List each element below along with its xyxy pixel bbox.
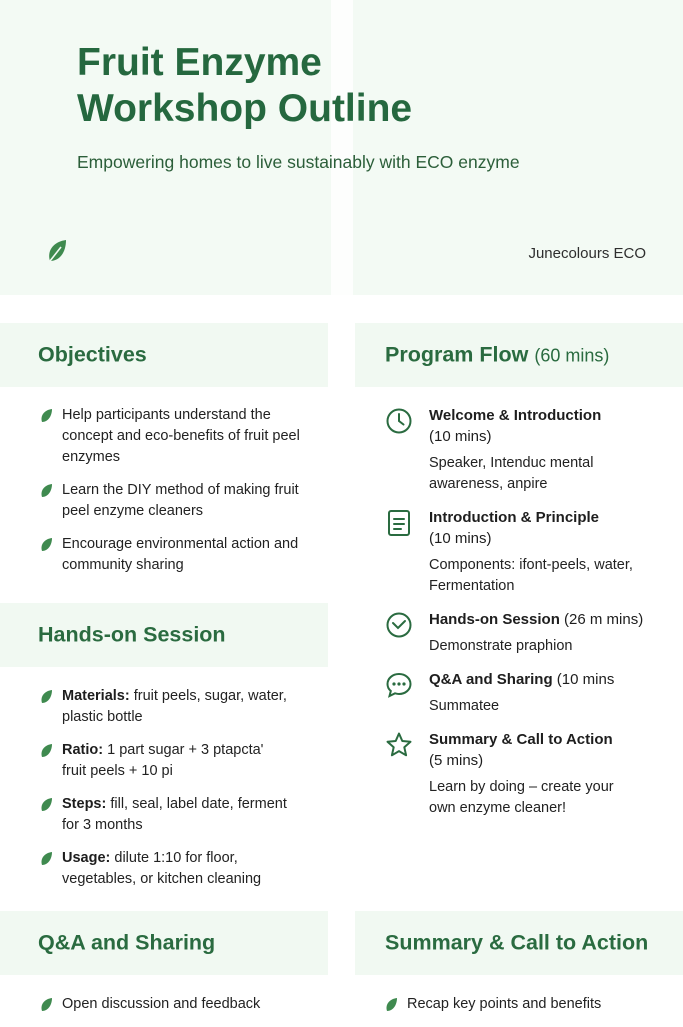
list-item [40,534,305,576]
program-flow-title-text: Program Flow [385,342,529,367]
list-item [40,405,305,468]
flow-item-welcome [385,405,670,495]
page-title [77,40,597,132]
leaf-bullet-icon [40,689,53,704]
flow-item-desc: Demonstrate praphion [429,638,573,654]
leaf-bullet-icon [385,997,398,1012]
hands-on-header [0,603,328,667]
document-icon [385,509,413,537]
hands-on-icon [385,611,413,639]
materials-label: Materials: [62,688,130,704]
flow-item-duration: (5 mins) [429,752,484,769]
flow-item-desc: Summatee [429,698,500,714]
ratio-label: Ratio: [62,742,104,758]
list-item [385,994,670,1015]
materials-text: fruit peels, sugar, water, plastic bottle [62,688,287,725]
summary-header [355,911,683,975]
flow-item-title-text: Welcome & Introduction [429,407,602,424]
steps-label: Steps: [62,796,107,812]
chat-bubble-icon [385,671,413,699]
flow-item-duration: (10 mins) [429,530,492,547]
flow-item-title [429,609,670,630]
leaf-bullet-icon [40,537,53,552]
flow-item-title [429,729,670,771]
flow-item-title-text: Q&A and Sharing [429,671,553,688]
objectives-header [0,323,328,387]
flow-item-title-text: Hands-on Session [429,611,560,628]
program-flow-duration: (60 mins) [534,345,610,366]
usage-text: dilute 1:10 for floor, vegetables, or kitchen cleaning [62,850,262,887]
page-subtitle: Empowering homes to live sustainably with ECO enzyme [77,152,520,172]
clock-icon [385,407,413,435]
leaf-bullet-icon [40,408,53,423]
leaf-icon [46,238,68,264]
list-item [40,794,290,836]
flow-item-desc: Learn by doing – create your own enzyme cleaner! [429,779,614,816]
objectives-list [40,405,305,588]
objective-text: Learn the DIY method of making fruit peel enzyme cleaners [62,482,299,519]
usage-label: Usage: [62,850,111,866]
flow-item-title-text: Summary & Call to Action [429,731,613,748]
flow-item-desc: Components: ifont-peels, water, Fermentation [429,557,633,594]
summary-list [385,994,670,1027]
list-item [40,480,305,522]
list-item [40,848,290,890]
page-title-line2: Workshop Outline [77,87,413,130]
flow-item-hands-on [385,609,670,657]
star-icon [385,731,413,759]
leaf-bullet-icon [40,483,53,498]
flow-item-title [429,507,670,549]
hands-on-title: Hands-on Session [38,622,226,647]
flow-item-title-text: Introduction & Principle [429,509,600,526]
hands-on-list [40,686,290,902]
flow-item-title [429,669,670,690]
qa-title: Q&A and Sharing [38,930,216,955]
flow-item-duration: (10 mins [556,671,615,688]
summary-title: Summary & Call to Action [385,930,649,955]
qa-item-text: Open discussion and feedback [62,996,261,1012]
list-item [40,740,290,782]
flow-item-desc: Speaker, Intenduc mental awareness, anpire [429,455,594,492]
leaf-bullet-icon [40,851,53,866]
leaf-bullet-icon [40,797,53,812]
summary-item-text: Recap key points and benefits [407,996,602,1012]
steps-text: fill, seal, label date, ferment for 3 months [62,796,287,833]
flow-item-title [429,405,670,447]
program-flow-list [385,405,670,831]
list-item [40,994,320,1015]
brand-name: Junecolours ECO [528,245,646,262]
flow-item-duration: (10 mins) [429,428,492,445]
list-item [40,686,290,728]
flow-item-principle [385,507,670,597]
leaf-bullet-icon [40,997,53,1012]
ratio-text: 1 part sugar + 3 ptapcta' fruit peels + 10 pi [62,742,264,779]
objectives-title: Objectives [38,342,147,367]
objective-text: Encourage environmental action and community sharing [62,536,299,573]
flow-item-summary [385,729,670,819]
qa-header [0,911,328,975]
leaf-bullet-icon [40,743,53,758]
page-title-line1: Fruit Enzyme [77,41,322,84]
program-flow-header [355,323,683,387]
objective-text: Help participants understand the concept and eco-benefits of fruit peel enzymes [62,407,300,465]
hero-header [0,0,683,295]
program-flow-title [385,343,609,368]
flow-item-qa [385,669,670,717]
flow-item-duration: (26 m mins) [564,611,644,628]
qa-list [40,994,320,1027]
